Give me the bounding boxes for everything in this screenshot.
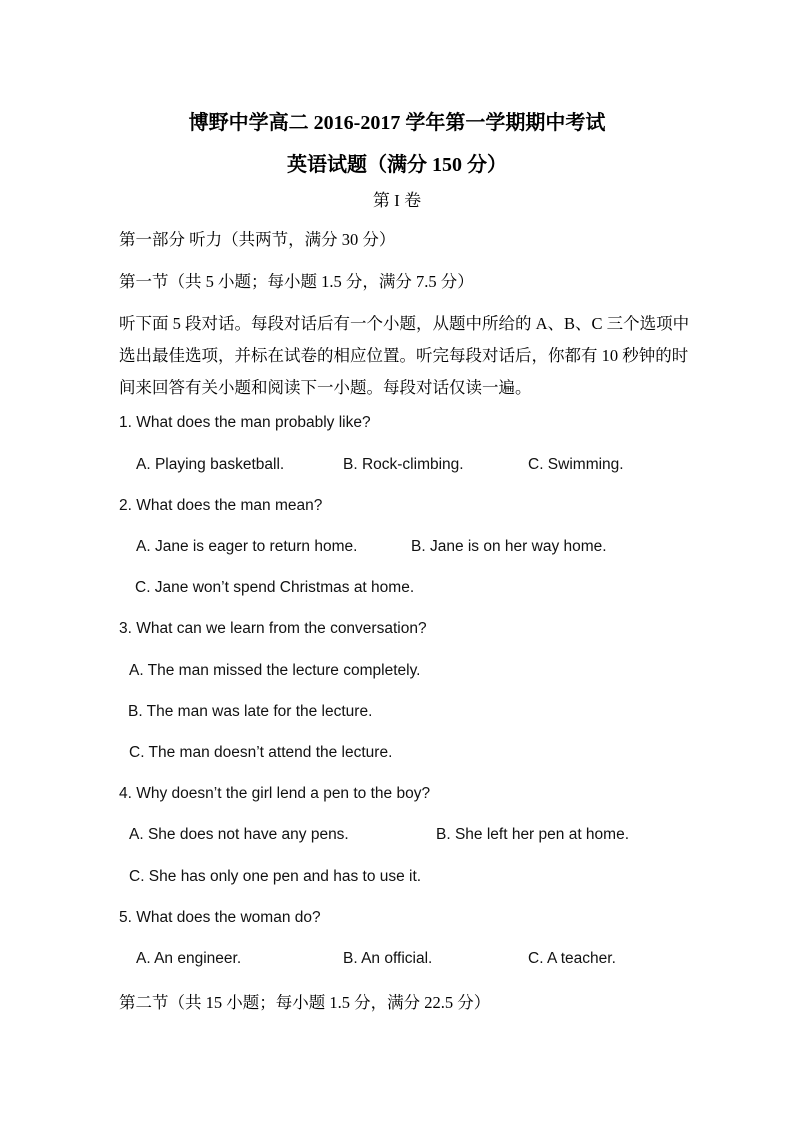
- option-c: C. She has only one pen and has to use it.: [129, 868, 422, 885]
- exam-title: 博野中学高二 2016-2017 学年第一学期期中考试: [188, 112, 606, 134]
- option-c: C. The man doesn’t attend the lecture.: [129, 744, 393, 761]
- option-b: B. She left her pen at home.: [436, 826, 630, 843]
- option-a: A. An engineer.: [136, 950, 242, 967]
- option-c: C. Jane won’t spend Christmas at home.: [135, 579, 415, 596]
- option-a: A. She does not have any pens.: [129, 826, 349, 843]
- option-b: B. Jane is on her way home.: [411, 538, 607, 555]
- option-c: C. Swimming.: [528, 456, 624, 473]
- volume-label: 第 I 卷: [372, 191, 422, 210]
- option-b: B. The man was late for the lecture.: [128, 703, 373, 720]
- question-stem: 2. What does the man mean?: [119, 497, 323, 514]
- option-a: A. Playing basketball.: [136, 456, 285, 473]
- option-c: C. A teacher.: [528, 950, 616, 967]
- question-stem: 3. What can we learn from the conversation?: [119, 620, 427, 637]
- part-one-heading: 第一部分 听力（共两节，满分 30 分）: [119, 230, 396, 249]
- instruction-line: 间来回答有关小题和阅读下一小题。每段对话仅读一遍。: [119, 378, 532, 397]
- option-b: B. An official.: [343, 950, 433, 967]
- section-one-heading: 第一节（共 5 小题；每小题 1.5 分，满分 7.5 分）: [119, 272, 474, 291]
- exam-subtitle: 英语试题（满分 150 分）: [287, 154, 507, 176]
- option-a: A. The man missed the lecture completely.: [129, 662, 421, 679]
- question-stem: 4. Why doesn’t the girl lend a pen to the boy?: [119, 785, 431, 802]
- instruction-line: 听下面 5 段对话。每段对话后有一个小题，从题中所给的 A、B、C 三个选项中: [119, 314, 690, 333]
- question-stem: 1. What does the man probably like?: [119, 414, 371, 431]
- section-two-heading: 第二节（共 15 小题；每小题 1.5 分，满分 22.5 分）: [119, 993, 491, 1012]
- question-stem: 5. What does the woman do?: [119, 909, 321, 926]
- instruction-line: 选出最佳选项，并标在试卷的相应位置。听完每段对话后，你都有 10 秒钟的时: [119, 346, 689, 365]
- option-a: A. Jane is eager to return home.: [136, 538, 358, 555]
- option-b: B. Rock-climbing.: [343, 456, 464, 473]
